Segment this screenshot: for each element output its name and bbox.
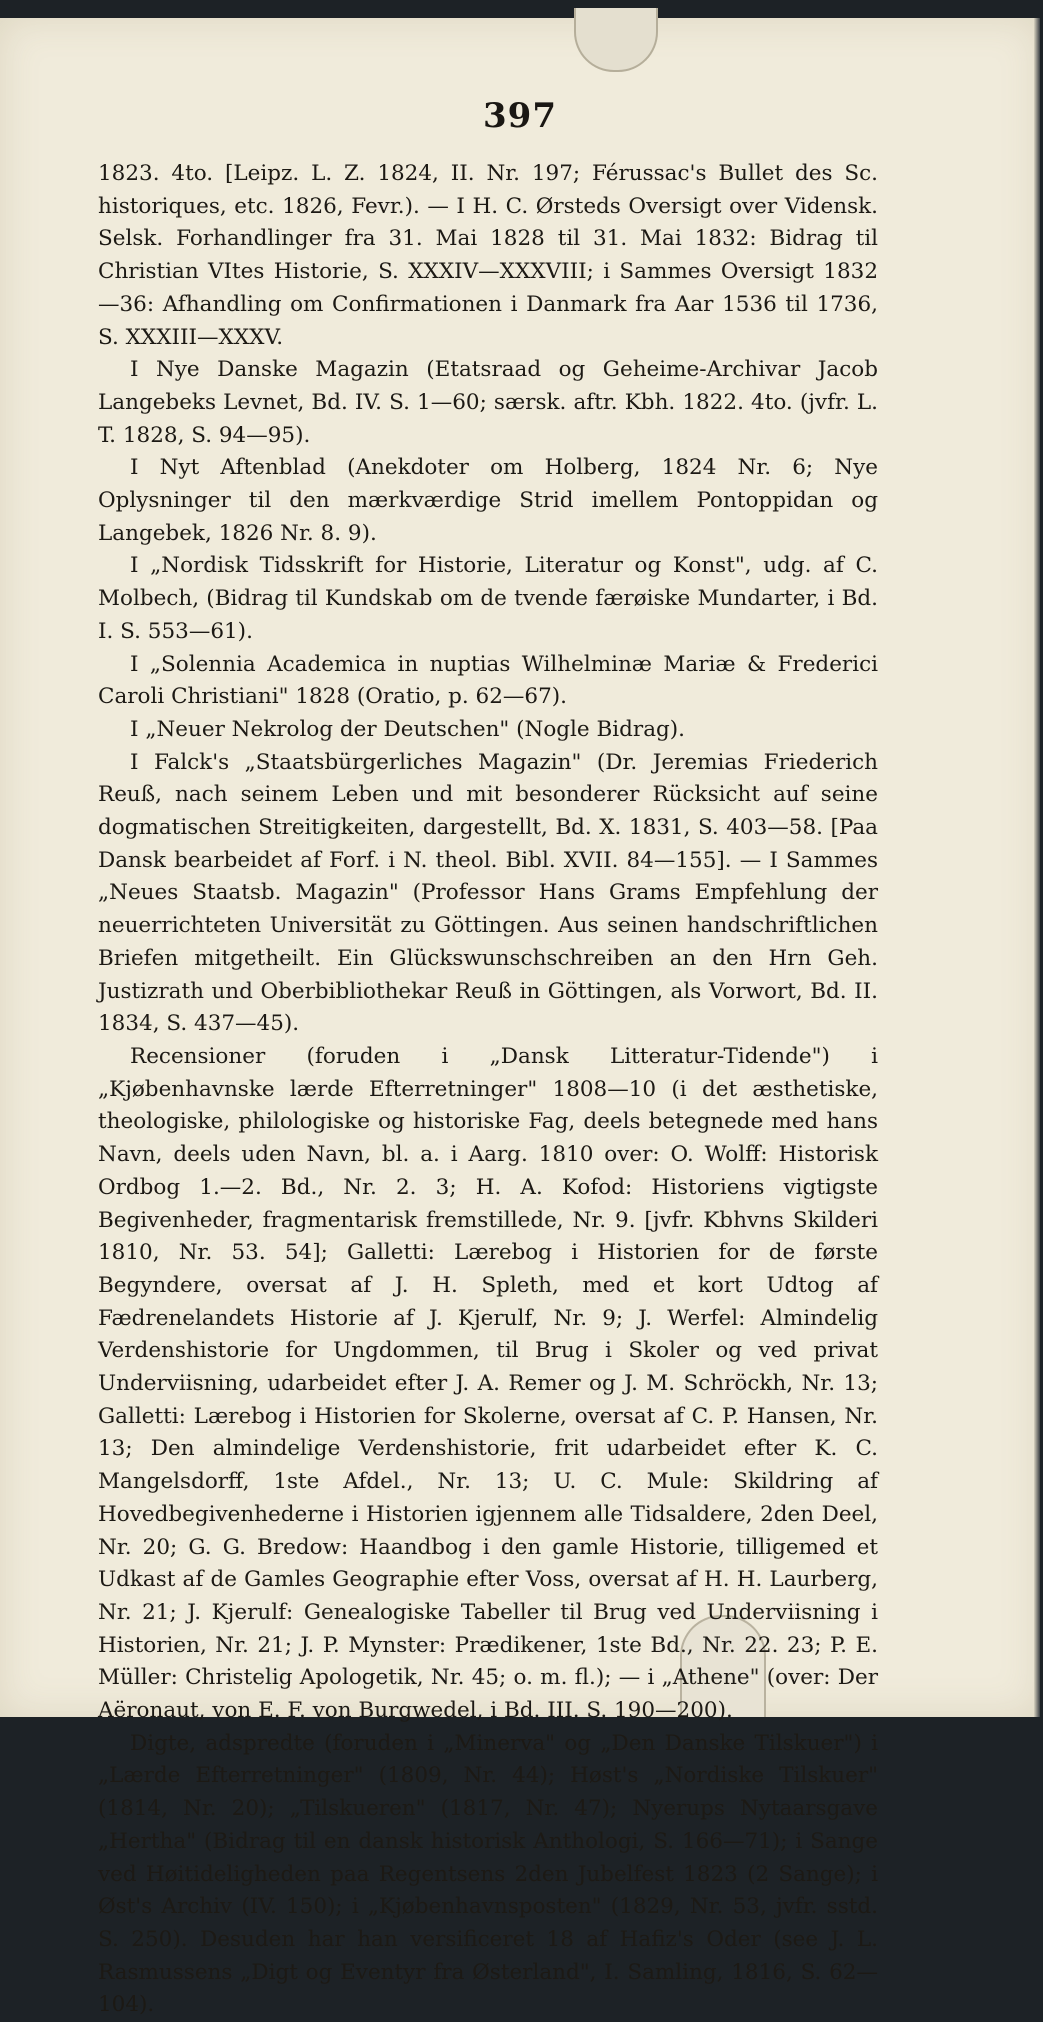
paragraph-4: I „Nordisk Tidsskrift for Historie, Literatur og Konst", udg. af C. Molbech, (Bidrag til Kundskab om de tvende færøiske Mundarter, i Bd. I. S. 553—61). — [98, 553, 878, 644]
paragraph-5: I „Solennia Academica in nuptias Wilhelminæ Mariæ & Frederici Caroli Christiani" 1828 (Oratio, p. 62—67). — [98, 651, 878, 710]
paragraph-8: Recensioner (foruden i „Dansk Litteratur-Tidende") i „Kjøbenhavnske lærde Efterretninger" 1808—10 (i det æsthetiske, theologiske, philologiske og historiske Fag, deels betegnede med hans Navn, deels uden Navn, bl. a. i Aarg. 1810 over: O. Wolff: Historisk Ordbog 1.—2. Bd., Nr. 2. 3; H. A. Kofod: Historiens vigtigste Begivenheder, fragmentarisk fremstillede, Nr. 9. [jvfr. Kbhvns Skilderi 1810, Nr. 53. 54]; Galletti: Lærebog i Historien for de første Begyndere, oversat af J. H. Spleth, med et kort Udtog af Fædrenelandets Historie af J. Kjerulf, Nr. 9; J. Werfel: Almindelig Verdenshistorie for Ungdommen, til Brug i Skoler og ved privat Underviisning, udarbeidet efter J. A. Remer og J. M. Schröckh, Nr. 13; Galletti: Lærebog i Historien for Skolerne, oversat af C. P. Hansen, Nr. 13; Den almindelige Verdenshistorie, frit udarbeidet efter K. C. Mangelsdorff, 1ste Afdel., Nr. 13; U. C. Mule: Skildring af Hovedbegivenhederne i Historien igjennem alle Tidsaldere, 2den Deel, Nr. 20; G. G. Bredow: Haandbog i den gamle Historie, tilligemed et Udkast af de Gamles Geographie efter Voss, oversat af H. H. Laurberg, Nr. 21; J. Kjerulf: Genealogiske Tabeller til Brug ved Underviisning i Historien, Nr. 21; J. P. Mynster: Prædikener, 1ste Bd., Nr. 22. 23; P. E. Müller: Christelig Apologetik, Nr. 45; o. m. fl.); — i „Athene" (over: Der Aëronaut, von E. F. von Burgwedel, i Bd. III. S. 190—200). — [98, 1043, 878, 1724]
paragraph-2: I Nye Danske Magazin (Etatsraad og Geheime-Archivar Jacob Langebeks Levnet, Bd. IV. S. 1—60; særsk. aftr. Kbh. 1822. 4to. (jvfr. L. T. 1828, S. 94—95). — [98, 357, 878, 448]
top-clip-mark — [574, 8, 658, 72]
book-page — [0, 18, 1040, 2018]
body-text — [98, 158, 878, 2022]
paragraph-1: 1823. 4to. [Leipz. L. Z. 1824, II. Nr. 197; Férussac's Bullet des Sc. historiques, etc. 1826, Fevr.). — I H. C. Ørsteds Oversigt over Vidensk. Selsk. Forhandlinger fra 31. Mai 1828 til 31. Mai 1832: Bidrag til Christian VItes Historie, S. XXXIV—XXXVIII; i Sammes Oversigt 1832—36: Afhandling om Confirmationen i Danmark fra Aar 1536 til 1736, S. XXXIII—XXXV. — [98, 161, 878, 350]
page-number: 397 — [483, 96, 557, 136]
page-edge — [1034, 18, 1040, 1717]
paragraph-7: I Falck's „Staatsbürgerliches Magazin" (Dr. Jeremias Friederich Reuß, nach seinem Leben und mit besonderer Rücksicht auf seine dogmatischen Streitigkeiten, dargestellt, Bd. X. 1831, S. 403—58. [Paa Dansk bearbeidet af Forf. i N. theol. Bibl. XVII. 84—155]. — I Sammes „Neues Staatsb. Magazin" (Professor Hans Grams Empfehlung der neuerrichteten Universität zu Göttingen. Aus seinen handschriftlichen Briefen mitgetheilt. Ein Glückswunschschreiben an den Hrn Geh. Justizrath und Oberbibliothekar Reuß in Göttingen, als Vorwort, Bd. II. 1834, S. 437—45). — [98, 749, 878, 1037]
paragraph-9: Digte, adspredte (foruden i „Minerva" og „Den Danske Tilskuer") i „Lærde Efterretninger" (1809, Nr. 44); Høst's „Nordiske Tilskuer" (1814, Nr. 20); „Tilskueren" (1817, Nr. 47); Nyerups Nytaarsgave „Hertha" (Bidrag til en dansk historisk Anthologi, S. 166—71); i Sange ved Høitideligheden paa Regentsens 2den Jubelfest 1823 (2 Sange); i Øst's Archiv (IV. 150); i „Kjøbenhavnsposten" (1829, Nr. 53, jvfr. sstd. S. 250). Desuden har han versificeret 18 af Hafiz's Oder (see J. L. Rasmussens „Digt og Eventyr fra Østerland", I. Samling, 1816, S. 62—104). — [98, 1730, 878, 2018]
paragraph-6: I „Neuer Nekrolog der Deutschen" (Nogle Bidrag). — [130, 716, 686, 742]
paragraph-3: I Nyt Aftenblad (Anekdoter om Holberg, 1824 Nr. 6; Nye Oplysninger til den mærkværdige Strid imellem Pontoppidan og Langebek, 1826 Nr. 8. 9). — [98, 455, 878, 546]
